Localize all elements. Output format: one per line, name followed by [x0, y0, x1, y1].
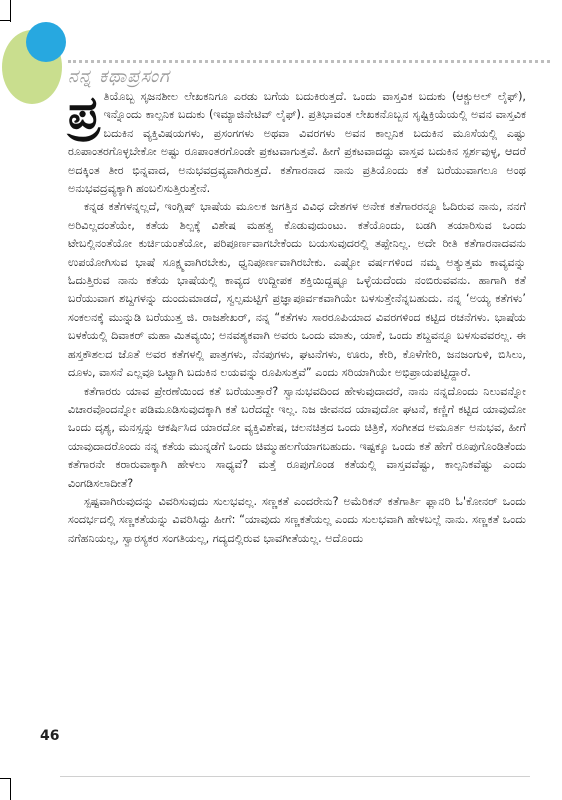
decorative-blue-circle: [26, 22, 66, 62]
paragraph-1-text: ತಿಯೊಬ್ಬ ಸೃಜನಶೀಲ ಲೇಖಕನಿಗೂ ಎರಡು ಬಗೆಯ ಬದುಕಿರುತ್ತದೆ. ಒಂದು ವಾಸ್ತವಿಕ ಬದುಕು (ಆಕ್ಚುಅಲ್ ಲೈಫ್), ಇನ್ನೊಂದು ಕಾಲ್ಪನಿಕ ಬದುಕು (ಇಮ್ಯಾಜಿನೇಟಿವ್ ಲೈಫ್). ಪ್ರತಿಭಾವಂತ ಲೇಖಕನೊಬ್ಬನ ಸೃಷ್ಟಿಕ್ರಿಯೆಯಲ್ಲಿ ಅವನ ವಾಸ್ತವಿಕ ಬದುಕಿನ ವ್ಯಕ್ತಿವಿಷಯಗಳು, ಪ್ರಸಂಗಗಳು ಅಥವಾ ವಿವರಗಳು ಅವನ ಕಾಲ್ಪನಿಕ ಬದುಕಿನ ಮೂಸೆಯಲ್ಲಿ ಎಷ್ಟು ರೂಪಾಂತರಗೊಳ್ಳಬೇಕೋ ಅಷ್ಟು ರೂಪಾಂತರಗೊಂಡೇ ಪ್ರಕಟವಾಗುತ್ತವೆ. ಹೀಗೆ ಪ್ರಕಟವಾದದ್ದು ವಾಸ್ತವ ಬದುಕಿನ ಸ್ಪರ್ಶವುಳ್ಳ, ಆದರೆ ಅದಕ್ಕಿಂತ ತೀರ ಭಿನ್ನವಾದ, ಅನುಭವದ್ರವ್ಯವಾಗಿರುತ್ತದೆ. ಕತೆಗಾರನಾದ ನಾನು ಪ್ರತಿಯೊಂದು ಕತೆ ಬರೆಯುವಾಗಲೂ ಅಂಥ ಅನುಭವದ್ರವ್ಯಕ್ಕಾಗಿ ಹಂಬಲಿಸುತ್ತಿರುತ್ತೇನೆ.: [68, 90, 526, 196]
paragraph-2: ಕನ್ನಡ ಕತೆಗಳನ್ನಲ್ಲದೆ, ಇಂಗ್ಲಿಷ್ ಭಾಷೆಯ ಮೂಲಕ ಜಗತ್ತಿನ ವಿವಿಧ ದೇಶಗಳ ಅನೇಕ ಕತೆಗಾರರನ್ನೂ ಓದಿರುವ ನಾನು, ನನಗೆ ಅರಿವಿಲ್ಲದಂತೆಯೇ, ಕತೆಯ ಶಿಲ್ಪಕ್ಕೆ ವಿಶೇಷ ಮಹತ್ವ ಕೊಡುವುದುಂಟು. ಕತೆಯೊಂದು, ಬಡಗಿ ತಯಾರಿಸುವ ಒಂದು ಟೇಬಲ್ಲಿನಂತೆಯೋ ಕುರ್ಚಿಯಂತೆಯೋ, ಪರಿಪೂರ್ಣವಾಗಬೇಕೆಂದು ಬಯಸುವುದರಲ್ಲಿ ತಪ್ಪೇನಿಲ್ಲ. ಅದೇ ರೀತಿ ಕತೆಗಾರನಾದವನು ಉಪಯೋಗಿಸುವ ಭಾಷೆ ಸೂಕ್ಷ್ಮವಾಗಿರಬೇಕು, ಧ್ವನಿಪೂರ್ಣವಾಗಿರಬೇಕು. ಎಷ್ಟೋ ವರ್ಷಗಳಿಂದ ನಮ್ಮ ಅತ್ಯುತ್ತಮ ಕಾವ್ಯವನ್ನು ಓದುತ್ತಿರುವ ನಾನು ಕತೆಯ ಭಾಷೆಯಲ್ಲಿ ಕಾವ್ಯದ ಉದ್ದೀಪಕ ಶಕ್ತಿಯಿದ್ದಷ್ಟೂ ಒಳ್ಳೆಯದೆಂದು ನಂಬಿರುವವನು. ಹಾಗಾಗಿ ಕತೆ ಬರೆಯುವಾಗ ಶಬ್ದಗಳನ್ನು ದುಂದುಮಾಡದೆ, ಸ್ವಲ್ಪಮಟ್ಟಿಗೆ ಪ್ರಜ್ಞಾಪೂರ್ವಕವಾಗಿಯೇ ಬಳಸುತ್ತೇನೆನ್ನಬಹುದು. ನನ್ನ ‘ಅಯ್ಯ ಕತೆಗಳು’ ಸಂಕಲನಕ್ಕೆ ಮುನ್ನುಡಿ ಬರೆಯುತ್ತ ಜಿ. ರಾಜಶೇಖರ್, ನನ್ನ “ಕತೆಗಳು ಸಾರರೂಪಿಯಾದ ವಿವರಗಳಿಂದ ಕಟ್ಟಿದ ರಚನೆಗಳು. ಭಾಷೆಯ ಬಳಕೆಯಲ್ಲಿ ದಿವಾಕರ್ ಮಹಾ ಮಿತವ್ಯಯಿ; ಅನವಶ್ಯಕವಾಗಿ ಅವರು ಒಂದು ಮಾತು, ಯಾಕೆ, ಒಂದು ಶಬ್ದವನ್ನೂ ಬಳಸುವವರಲ್ಲ. ಈ ಹಸ್ತಕೌಶಲದ ಜೊತೆ ಅವರ ಕತೆಗಳಲ್ಲಿ ಪಾತ್ರಗಳು, ನೆನಪುಗಳು, ಘಟನೆಗಳು, ಊರು, ಕೇರಿ, ಕೊಳೆಗೇರಿ, ಜನಜಂಗುಳಿ, ಬಿಸಿಲು, ದೂಳು, ವಾಸನೆ ಎಲ್ಲವೂ ಒಟ್ಟಾಗಿ ಬದುಕಿನ ಲಯವನ್ನು ರೂಪಿಸುತ್ತವೆ” ಎಂದು ಸರಿಯಾಗಿಯೇ ಅಭಿಪ್ರಾಯಪಟ್ಟಿದ್ದಾರೆ.: [68, 200, 526, 380]
crop-mark-bottom-left-v: [10, 778, 11, 800]
crop-mark-top-left-v: [10, 0, 11, 22]
page-number: 46: [40, 728, 60, 744]
paragraph-3: ಕತೆಗಾರರು ಯಾವ ಪ್ರೇರಣೆಯಿಂದ ಕತೆ ಬರೆಯುತ್ತಾರೆ? ಸ್ವಾನುಭವದಿಂದ ಹೇಳುವುದಾದರೆ, ನಾನು ನನ್ನದೊಂದು ನಿಲುವನ್ನೋ ವಿಚಾರವೊಂದನ್ನೋ ಪಡಿಮೂಡಿಸುವುದಕ್ಕಾಗಿ ಕತೆ ಬರೆದದ್ದೇ ಇಲ್ಲ. ನಿಜ ಜೀವನದ ಯಾವುದೋ ಘಟನೆ, ಕಣ್ಣಿಗೆ ಕಟ್ಟಿದ ಯಾವುದೋ ಒಂದು ದೃಶ್ಯ, ಮನಸ್ಸನ್ನು ಆಕರ್ಷಿಸಿದ ಯಾರದೋ ವ್ಯಕ್ತಿವಿಶೇಷ, ಚಲನಚಿತ್ರದ ಒಂದು ಚಿತ್ರಿಕೆ, ಸಂಗೀತದ ಅಮೂರ್ತ ಅನುಭವ, ಹೀಗೆ ಯಾವುದಾದರೊಂದು ನನ್ನ ಕತೆಯ ಮುನ್ನಡೆಗೆ ಒಂದು ಚಿಮ್ಮುಹಲಗೆಯಾಗಬಹುದು. ಇಷ್ಟಕ್ಕೂ ಒಂದು ಕತೆ ಹೇಗೆ ರೂಪುಗೊಂಡಿತೆಂದು ಕತೆಗಾರನೇ ಕರಾರುವಾಕ್ಕಾಗಿ ಹೇಳಲು ಸಾಧ್ಯವೆ? ಮತ್ತೆ ರೂಪುಗೊಂಡ ಕತೆಯಲ್ಲಿ ವಾಸ್ತವವೆಷ್ಟು, ಕಾಲ್ಪನಿಕವೆಷ್ಟು ಎಂದು ವಿಂಗಡಿಸಲಾದೀತೆ?: [68, 384, 526, 490]
dotted-divider: [68, 60, 550, 63]
bottom-rule: [60, 776, 530, 777]
crop-mark-top-left-h: [0, 20, 10, 21]
paragraph-1: [68, 85, 526, 198]
section-heading: ನನ್ನ ಕಥಾಪ್ರಸಂಗ: [68, 66, 170, 87]
crop-mark-bottom-left-h: [0, 778, 10, 779]
body-text: [68, 85, 526, 548]
paragraph-4: ಸ್ಪಷ್ಟವಾಗಿರುವುದನ್ನು ವಿವರಿಸುವುದು ಸುಲಭವಲ್ಲ. ಸಣ್ಣಕತೆ ಎಂದರೇನು? ಅಮೆರಿಕನ್ ಕತೆಗಾರ್ತಿ ಫ್ಲಾನರಿ ಓ'ಕೋನರ್ ಒಂದು ಸಂದರ್ಭದಲ್ಲಿ ಸಣ್ಣಕತೆಯನ್ನು ವಿವರಿಸಿದ್ದು ಹೀಗೆ: “ಯಾವುದು ಸಣ್ಣಕತೆಯಲ್ಲ ಎಂದು ಸುಲಭವಾಗಿ ಹೇಳಬಲ್ಲೆ ನಾನು. ಸಣ್ಣಕತೆ ಒಂದು ನಗೆಹನಿಯಲ್ಲ, ಸ್ವಾರಸ್ಯಕರ ಸಂಗತಿಯಲ್ಲ, ಗದ್ಯದಲ್ಲಿರುವ ಭಾವಗೀತೆಯಲ್ಲ. ಅದೊಂದು: [68, 494, 526, 545]
drop-cap: ಪ್ರ: [68, 85, 100, 139]
